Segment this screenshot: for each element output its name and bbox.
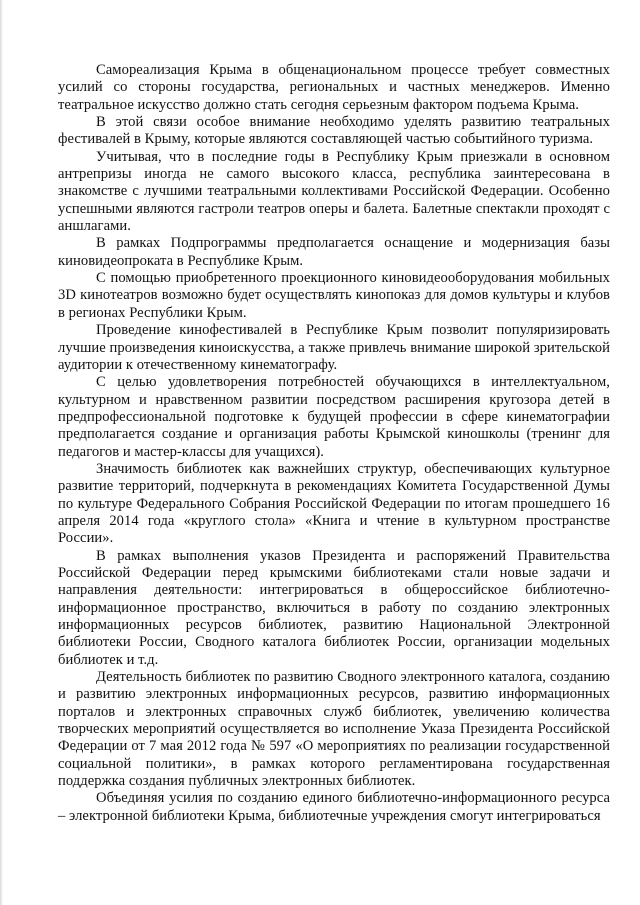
- paragraph-mobile-cinemas: С помощью приобретенного проекционного киновидеооборудования мобильных 3D кинотеатров возможно будет осуществлять кинопоказ для домов культуры и клубов в регионах Республики Крым.: [58, 270, 610, 321]
- paragraph-film-distribution: В рамках Подпрограммы предполагается оснащение и модернизация базы киновидеопроката в Республике Крым.: [58, 235, 610, 269]
- paragraph-theatre-festivals: В этой связи особое внимание необходимо уделять развитию театральных фестивалей в Крыму, которые являются составляющей частью событийного туризма.: [58, 114, 610, 148]
- document-body: [58, 62, 610, 825]
- scan-edge-shadow: [0, 0, 3, 905]
- paragraph-libraries-importance: Значимость библиотек как важнейших структур, обеспечивающих культурное развитие территорий, подчеркнута в рекомендациях Комитета Государственной Думы по культуре Федерального Собрания Российской Федерации по итогам прошедшего 16 апреля 2014 года «круглого стола» «Книга и чтение в культурном пространстве России».: [58, 460, 610, 547]
- paragraph-library-tasks: В рамках выполнения указов Президента и распоряжений Правительства Российской Федерации перед крымскими библиотеками стали новые задачи и направления деятельности: интегрироваться в общероссийское библиотечно-информационное пространство, включиться в работу по созданию электронных информационных ресурсов библиотек, развитию Национальной Электронной библиотеки России, Сводного каталога библиотек России, организации модельных библиотек и т.д.: [58, 547, 610, 668]
- paragraph-library-activities: Деятельность библиотек по развитию Сводного электронного каталога, созданию и развитию электронных информационных ресурсов, развитию информационных порталов и электронных справочных служб библиотек, увеличению количества творческих мероприятий осуществляется во исполнение Указа Президента Российской Федерации от 7 мая 2012 года № 597 «О мероприятиях по реализации государственной социальной политики», в рамках которого регламентирована государственная поддержка создания публичных электронных библиотек.: [58, 669, 610, 790]
- paragraph-crimea-self-realization: Самореализация Крыма в общенациональном процессе требует совместных усилий со стороны государства, региональных и частных менеджеров. Именно театральное искусство должно стать сегодня серьезным фактором подъема Крыма.: [58, 62, 610, 113]
- paragraph-film-festivals: Проведение кинофестивалей в Республике Крым позволит популяризировать лучшие произведения киноискусства, а также привлечь внимание широкой зрительской аудитории к отечественному кинематографу.: [58, 322, 610, 373]
- paragraph-electronic-library: Объединяя усилия по созданию единого библиотечно-информационного ресурса – электронной библиотеки Крыма, библиотечные учреждения смогут интегрироваться: [58, 790, 610, 824]
- paragraph-theatre-tours: Учитывая, что в последние годы в Республику Крым приезжали в основном антрепризы иногда не самого высокого класса, республика заинтересована в знакомстве с лучшими театральными коллективами Российской Федерации. Особенно успешными являются гастроли театров оперы и балета. Балетные спектакли проходят с аншлагами.: [58, 148, 610, 235]
- paragraph-film-school: С целью удовлетворения потребностей обучающихся в интеллектуальном, культурном и нравственном развитии посредством расширения кругозора детей в предпрофессиональной подготовке к будущей профессии в сфере кинематографии предполагается создание и организация работы Крымской киношколы (тренинг для педагогов и мастер-классы для учащихся).: [58, 374, 610, 460]
